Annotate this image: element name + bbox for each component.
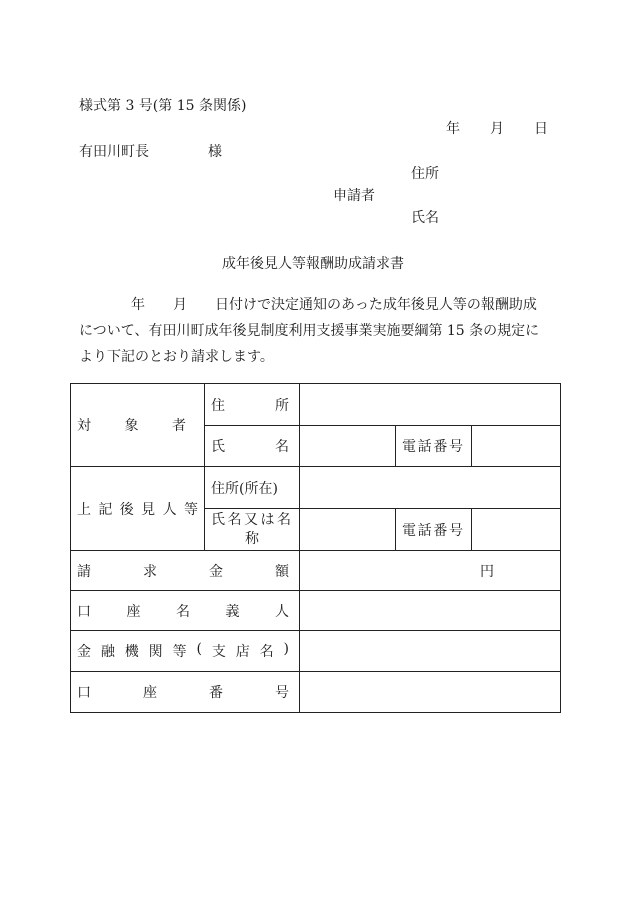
guardian-name-label: 氏 名 又 は 名 称 [205, 509, 300, 551]
body-year: 年 [131, 297, 145, 313]
guardian-header: 上 記 後 見 人 等 [71, 467, 205, 551]
subject-header: 対 象 者 [71, 384, 205, 467]
guardian-address-row [71, 467, 561, 509]
account-holder-label: 口 座 名 義 人 [71, 591, 300, 631]
applicant-role-label: 申請者 [333, 188, 375, 204]
account-holder-row [71, 591, 561, 631]
body-line-1 [79, 292, 559, 318]
amount-row [71, 551, 561, 591]
subject-address-label: 住 所 [205, 384, 300, 426]
addressee-name: 有田川町長 [79, 144, 149, 160]
guardian-phone-field[interactable] [472, 509, 561, 551]
body-paragraph [79, 292, 559, 370]
amount-field[interactable] [300, 551, 561, 591]
body-line-3: より下記のとおり請求します。 [79, 349, 274, 365]
body-month: 月 [173, 297, 187, 313]
account-number-field[interactable] [300, 672, 561, 713]
guardian-name-field[interactable] [300, 509, 396, 551]
addressee-honorific: 様 [208, 144, 222, 160]
document-title: 成年後見人等報酬助成請求書 [222, 256, 404, 272]
account-holder-field[interactable] [300, 591, 561, 631]
account-number-label: 口 座 番 号 [71, 672, 300, 713]
amount-label: 請 求 金 額 [71, 551, 300, 591]
request-form-table [70, 383, 561, 713]
bank-row [71, 631, 561, 672]
body-line-1-rest: 日付けで決定通知のあった成年後見人等の報酬助成 [215, 297, 537, 313]
guardian-phone-label: 電 話 番 号 [396, 509, 472, 551]
applicant-name-label: 氏名 [411, 210, 439, 226]
subject-phone-field[interactable] [472, 426, 561, 467]
subject-address-field[interactable] [300, 384, 561, 426]
guardian-address-label: 住所(所在) [205, 467, 300, 509]
bank-label: 金 融 機 関 等 ( 支 店 名 ) [71, 631, 300, 672]
date-year-label: 年 [446, 121, 460, 137]
form-number: 様式第 3 号(第 15 条関係) [79, 98, 247, 114]
date-day-label: 日 [534, 121, 548, 137]
bank-field[interactable] [300, 631, 561, 672]
subject-name-label: 氏 名 [205, 426, 300, 467]
guardian-address-field[interactable] [300, 467, 561, 509]
subject-phone-label: 電 話 番 号 [396, 426, 472, 467]
subject-address-row [71, 384, 561, 426]
amount-unit: 円 [480, 563, 495, 580]
subject-name-field[interactable] [300, 426, 396, 467]
applicant-address-label: 住所 [411, 166, 439, 182]
date-month-label: 月 [490, 121, 504, 137]
account-number-row [71, 672, 561, 713]
body-line-2: について、有田川町成年後見制度利用支援事業実施要綱第 15 条の規定に [79, 323, 540, 339]
